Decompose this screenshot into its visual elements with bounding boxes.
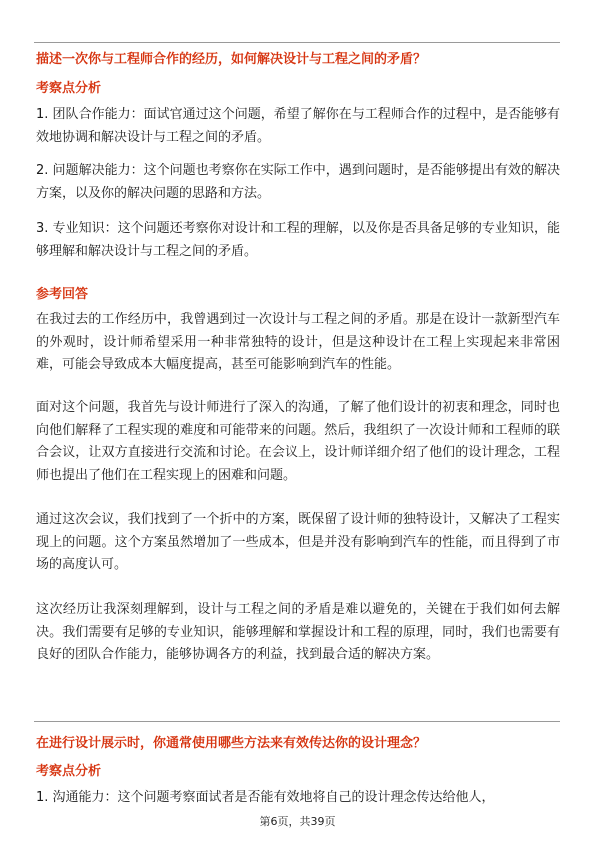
answer-paragraph: 面对这个问题，我首先与设计师进行了深入的沟通，了解了他们设计的初衷和理念，同时也向他们解释了工程实现的难度和可能带来的问题。然后，我组织了一次设计师和工程师的联合会议，让双方直接进行交流和讨论。在会议上，设计师详细介绍了他们的设计理念，工程师也提出了他们在工程实现上的困难和问题。 bbox=[36, 400, 560, 483]
answer-paragraph: 通过这次会议，我们找到了一个折中的方案，既保留了设计师的独特设计，又解决了工程实现上的问题。这个方案虽然增加了一些成本，但是并没有影响到汽车的性能，而且得到了市场的高度认可。 bbox=[36, 512, 560, 572]
page-number: 第6页，共39页 bbox=[259, 815, 336, 828]
section-divider bbox=[34, 42, 560, 43]
answer-paragraph: 这次经历让我深刻理解到，设计与工程之间的矛盾是难以避免的，关键在于我们如何去解决。我们需要有足够的专业知识，能够理解和掌握设计和工程的原理，同时，我们也需要有良好的团队合作能力，能够协调各方的利益，找到最合适的解决方案。 bbox=[36, 602, 560, 662]
answer-paragraph: 在我过去的工作经历中，我曾遇到过一次设计与工程之间的矛盾。那是在设计一款新型汽车的外观时，设计师希望采用一种非常独特的设计，但是这种设计在工程上实现起来非常困难，可能会导致成本大幅度提高，甚至可能影响到汽车的性能。 bbox=[36, 312, 560, 372]
section-divider bbox=[34, 721, 560, 722]
analysis-point: 2. 问题解决能力：这个问题也考察你在实际工作中，遇到问题时，是否能够提出有效的解决方案，以及你的解决问题的思路和方法。 bbox=[36, 163, 560, 201]
question-title: 描述一次你与工程师合作的经历，如何解决设计与工程之间的矛盾？ bbox=[36, 52, 427, 67]
analysis-heading: 考察点分析 bbox=[36, 764, 102, 779]
analysis-point: 3. 专业知识：这个问题还考察你对设计和工程的理解，以及你是否具备足够的专业知识，能够理解和解决设计与工程之间的矛盾。 bbox=[36, 221, 560, 259]
analysis-point: 1. 沟通能力：这个问题考察面试者是否能有效地将自己的设计理念传达给他人， bbox=[36, 790, 495, 805]
question-title: 在进行设计展示时，你通常使用哪些方法来有效传达你的设计理念？ bbox=[36, 736, 427, 751]
answer-heading: 参考回答 bbox=[36, 287, 89, 302]
analysis-point: 1. 团队合作能力：面试官通过这个问题，希望了解你在与工程师合作的过程中，是否能够有效地协调和解决设计与工程之间的矛盾。 bbox=[36, 107, 560, 145]
analysis-heading: 考察点分析 bbox=[36, 81, 102, 96]
